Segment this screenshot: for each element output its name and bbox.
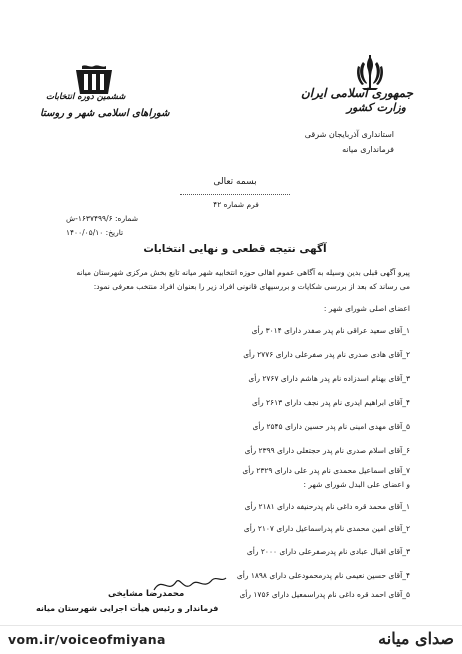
footer-url: vom.ir/voiceofmiyana	[8, 632, 166, 647]
main-member-5: ۵_آقای مهدی امینی نام پدر حسین دارای ۲۵۴۵ رأی	[252, 422, 410, 431]
alternate-member-5: ۵_آقای احمد قره داغی نام پدراسمعیل دارای ۱۷۵۶ رأی	[239, 590, 410, 599]
footer-brand: صدای میانه	[378, 629, 454, 648]
reference-number: شماره: ۱۶۳۷۴۹۹/۶-ش	[66, 214, 139, 223]
intro-paragraph-line-1: پیرو آگهی قبلی بدین وسیله به آگاهی عموم اهالی حوزه انتخابیه شهر میانه تابع بخش مرکزی شهرستان میانه	[76, 268, 410, 277]
alternate-member-4: ۴_آقای حسین نعیمی نام پدرمحمودعلی دارای ۱۸۹۸ رأی	[236, 571, 410, 580]
signatory-name: محمدرضا مشایخی	[108, 589, 185, 599]
alternate-member-1: ۱_آقای محمد قره داغی نام پدرحنیفه دارای ۲۱۸۱ رأی	[244, 502, 410, 511]
ministry-line-1: جمهوری اسلامی ایران	[300, 86, 413, 100]
divider	[180, 194, 290, 195]
governorate-office: فرمانداری میانه	[342, 145, 394, 154]
headline: آگهی نتیجه قطعی و نهایی انتخابات	[143, 243, 327, 255]
main-member-2: ۲_آقای هادی صدری نام پدر صفرعلی دارای ۲۷۷۶ رأی	[243, 350, 410, 359]
intro-paragraph-line-2: می رساند که بعد از بررسی شکایات و بررسیهای قانونی افراد زیر را بعنوان افراد منتخب معرفی نمود:	[93, 282, 410, 291]
footer-bar	[0, 625, 462, 654]
besmellah: بسمه تعالی	[213, 177, 257, 187]
alternate-member-2: ۲_آقای امین محمدی نام پدراسماعیل دارای ۲۱۰۷ رأی	[243, 524, 410, 533]
document-date: تاریخ: ۱۴۰۰/۰۵/۱۰	[66, 228, 124, 237]
main-member-4: ۴_آقای ابراهیم ایدری نام پدر نجف دارای ۲۶۱۳ رأی	[252, 398, 410, 407]
election-ballot-box-icon	[72, 64, 116, 110]
election-line-2: شوراهای اسلامی شهر و روستا	[40, 108, 170, 119]
province-office: استانداری آذربایجان شرقی	[304, 130, 394, 139]
alternate-members-heading: و اعضای علی البدل شورای شهر :	[303, 480, 410, 489]
main-members-heading: اعضای اصلی شورای شهر :	[323, 304, 410, 313]
signatory-title: فرماندار و رئیس هیأت اجرایی شهرستان میانه	[36, 604, 219, 613]
main-member-1: ۱_آقای سعید عراقی نام پدر صفدر دارای ۳۰۱۴ رأی	[251, 326, 410, 335]
ministry-line-2: وزارت کشور	[346, 101, 406, 114]
form-number: فرم شماره ۴۲	[213, 200, 259, 209]
main-member-6: ۶_آقای اسلام صدری نام پدر حجتعلی دارای ۲۳۹۹ رأی	[244, 446, 410, 455]
main-member-7: ۷_آقای اسماعیل محمدی نام پدر علی دارای ۲۳۲۹ رأی	[242, 466, 410, 475]
alternate-member-3: ۳_آقای اقبال عبادی نام پدرصفرعلی دارای ۲۰۰۰ رأی	[246, 547, 410, 556]
election-line-1: ششمین دوره انتخابات	[46, 92, 126, 102]
main-member-3: ۳_آقای بهنام اسدزاده نام پدر هاشم دارای ۲۷۶۷ رأی	[248, 374, 410, 383]
